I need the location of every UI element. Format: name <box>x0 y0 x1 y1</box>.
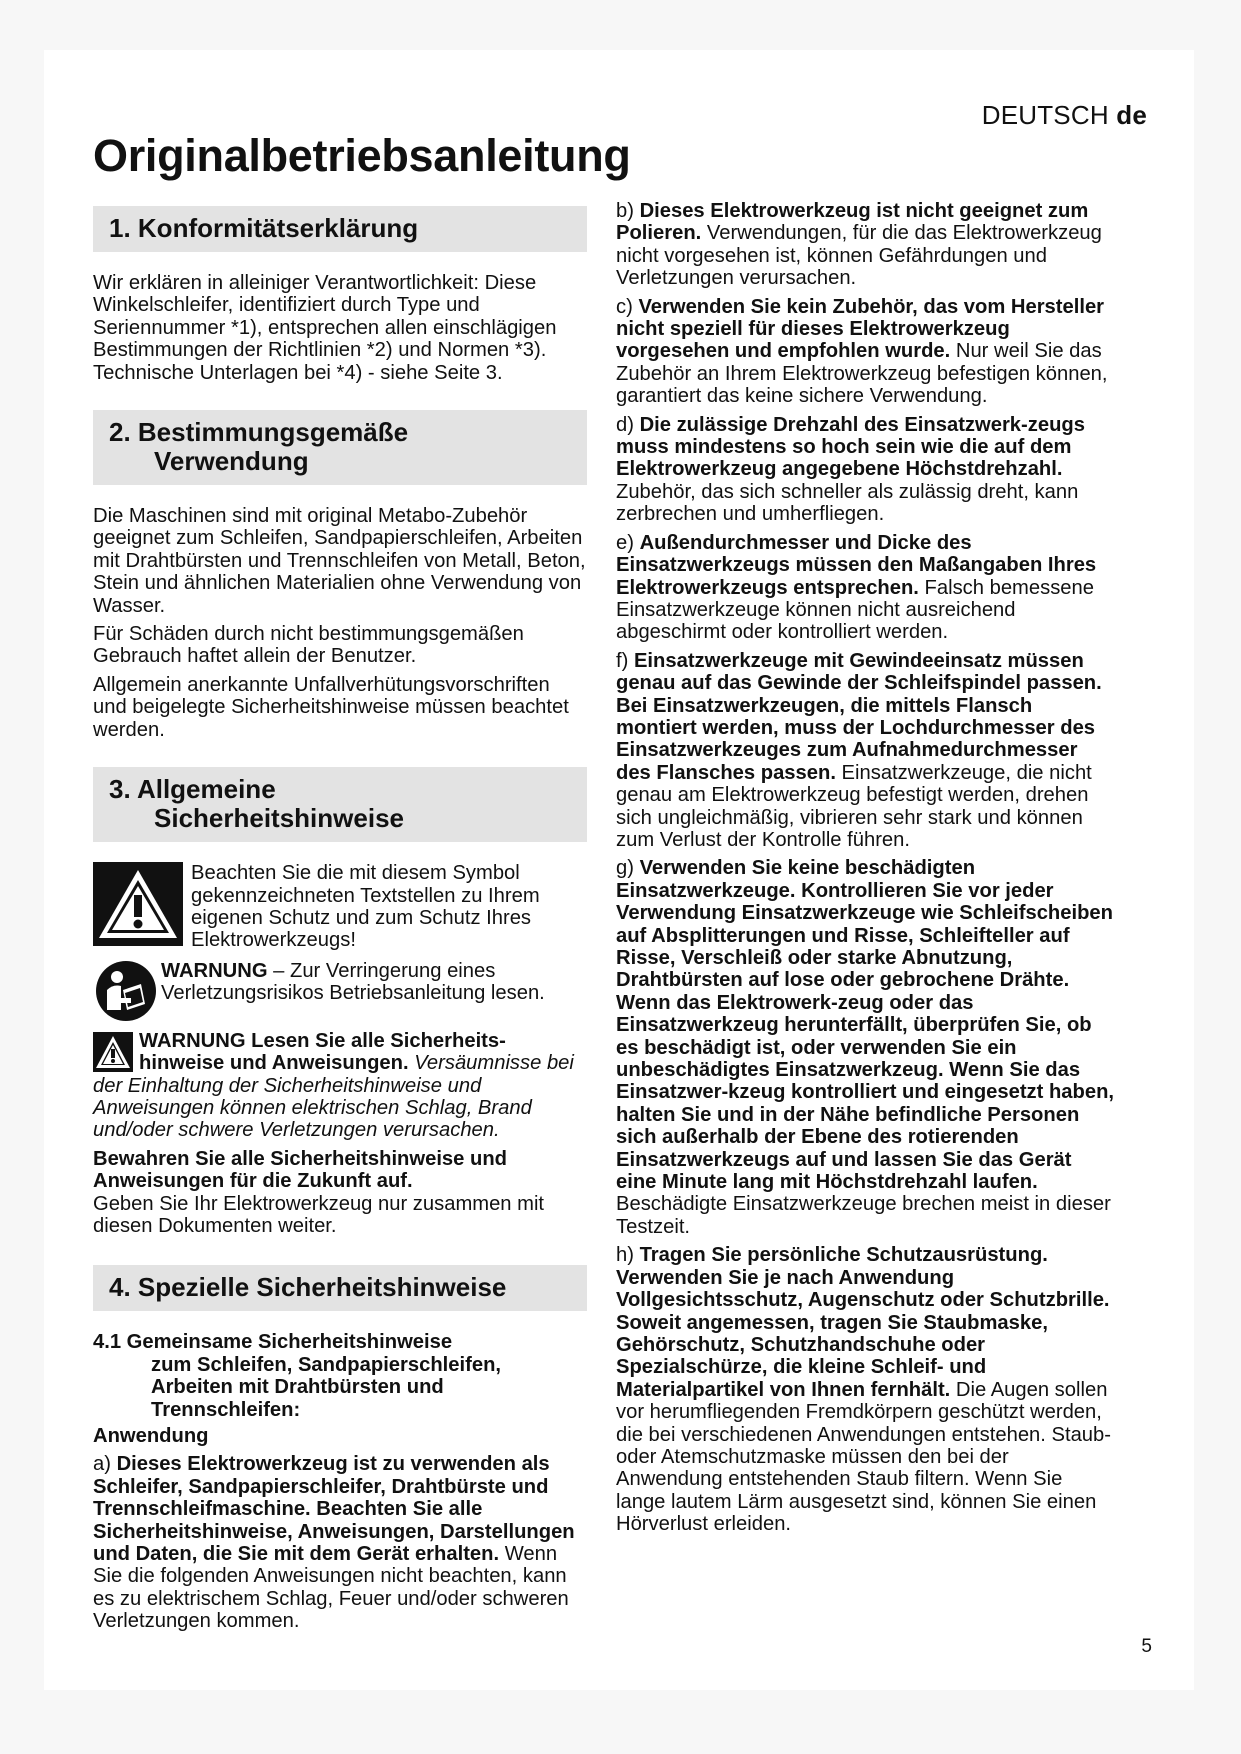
keep-instructions-text: Bewahren Sie alle Sicherheitshinweise und Anweisungen für die Zukunft auf. Geben Sie Ihr Elektrowerkzeug nur zusammen mit diesen Dokumenten weiter. <box>93 1147 545 1237</box>
symbol-explanation: Beachten Sie die mit diesem Symbol gekennzeichneten Textstellen zu Ihrem eigenen Schutz und zum Schutz Ihres Elektrowerkzeugs! <box>191 862 540 952</box>
item-a: a) Dieses Elektrowerkzeug ist zu verwenden als Schleifer, Sandpapierschleifer, Drahtbürste und Trennschleifmaschine. Beachten Sie alle Sicherheitshinweise, Anweisungen, Darstellungen und Daten, die Sie mit dem Gerät erhalten. Wenn Sie die folgenden Anweisungen nicht beachten, kann es zu elektrischem Schlag, Feuer und/oder schweren Verletzungen kommen. <box>93 1453 575 1633</box>
language-label: DEUTSCH de <box>981 100 1147 130</box>
section-heading-verwendung: 2. Bestimmungsgemäße Verwendung <box>93 410 587 485</box>
left-column <box>93 206 587 1639</box>
verwendung-text-2: Für Schäden durch nicht bestimmungsgemäßen Gebrauch haftet allein der Benutzer. <box>93 623 524 668</box>
item-g: g) Verwenden Sie keine beschädigten Einsatzwerkzeuge. Kontrollieren Sie vor jeder Verwendung Einsatzwerkzeuge wie Schleifscheiben auf Absplitterungen und Risse, Schleifteller auf Risse, Verschleiß oder starke Abnutzung, Drahtbürsten auf lose oder gebrochene Drähte. Wenn das Elektrowerk-zeug oder das Einsatzwerkzeug herunterfällt, überprüfen Sie, ob es beschädigt ist, oder verwenden Sie ein unbeschädigtes Einsatzwerkzeug. Wenn Sie das Einsatzwer-kzeug kontrolliert und eingesetzt haben, halten Sie und in der Nähe befindliche Personen sich außerhalb der Ebene des rotierenden Einsatzwerkzeugs auf und lassen Sie das Gerät eine Minute lang mit Höchstdrehzahl laufen. Beschädigte Einsatzwerkzeuge brechen meist in dieser Testzeit. <box>616 857 1115 1238</box>
read-manual-icon <box>93 960 159 1022</box>
warning-read-instructions: WARNUNG Lesen Sie alle Sicherheits-hinweise und Anweisungen. Versäumnisse bei der Einhaltung der Sicherheitshinweise und Anweisungen können elektrischen Schlag, Brand und/oder schwere Verletzungen verursachen. <box>93 1029 574 1142</box>
item-e: e) Außendurchmesser und Dicke des Einsatzwerkzeugs müssen den Maßangaben Ihres Elektrowerkzeugs entsprechen. Falsch bemessene Einsatzwerkzeuge können nicht ausreichend abgeschirmt oder kontrolliert werden. <box>616 531 1097 644</box>
section-heading-konformitaet: 1. Konformitätserklärung <box>93 206 587 252</box>
anwendung-heading: Anwendung <box>93 1425 209 1447</box>
item-d: d) Die zulässige Drehzahl des Einsatzwerk-zeugs muss mindestens so hoch sein wie die auf dem Elektrowerkzeug angegebene Höchstdrehzahl. Zubehör, das sich schneller als zulässig dreht, kann zerbrechen und umherfliegen. <box>616 413 1085 526</box>
warning-triangle-icon <box>93 862 183 946</box>
verwendung-text-3: Allgemein anerkannte Unfallverhütungsvorschriften und beigelegte Sicherheitshinweise müssen beachtet werden. <box>93 673 569 741</box>
konformitaet-text: Wir erklären in alleiniger Verantwortlichkeit: Diese Winkelschleifer, identifiziert durch Type und Seriennummer *1), entsprechen allen einschlägigen Bestimmungen der Richtlinien *2) und Normen *3). Technische Unterlagen bei *4) - siehe Seite 3. <box>93 272 557 384</box>
verwendung-text-1: Die Maschinen sind mit original Metabo-Zubehör geeignet zum Schleifen, Sandpapierschleifen, Arbeiten mit Drahtbürsten und Trennschleifen von Metall, Beton, Stein und ähnlichen Materialien ohne Verwendung von Wasser. <box>93 505 586 617</box>
read-manual-row <box>93 960 587 1022</box>
item-h: h) Tragen Sie persönliche Schutzausrüstung. Verwenden Sie je nach Anwendung Vollgesichtsschutz, Augenschutz oder Schutzbrille. Soweit angemessen, tragen Sie Staubmaske, Gehörschutz, Schutzhandschuhe oder Spezialschürze, die kleine Schleif- und Materialpartikel von Ihnen fernhält. Die Augen sollen vor herumfliegenden Fremdkörpern geschützt werden, die bei verschiedenen Anwendungen entstehen. Staub- oder Atemschutzmaske müssen den bei der Anwendung entstehenden Staub filtern. Wenn Sie lange lautem Lärm ausgesetzt sind, können Sie einen Hörverlust erleiden. <box>616 1244 1111 1536</box>
page-title: Originalbetriebsanleitung <box>93 130 631 181</box>
right-column <box>616 200 1116 1542</box>
item-f: f) Einsatzwerkzeuge mit Gewindeeinsatz müssen genau auf das Gewinde der Schleifspindel passen. Bei Einsatzwerkzeugen, die mittels Flansch montiert werden, muss der Lochdurchmesser des Einsatzwerkzeuges zum Aufnahmedurchmesser des Flansches passen. Einsatzwerkzeuge, die nicht genau am Elektrowerkzeug befestigt werden, drehen sich ungleichmäßig, vibrieren sehr stark und können zum Verlust der Kontrolle führen. <box>616 649 1102 851</box>
item-b: b) Dieses Elektrowerkzeug ist nicht geeignet zum Polieren. Verwendungen, für die das Elektrowerkzeug nicht vorgesehen ist, können Gefährdungen und Verletzungen verursachen. <box>616 200 1102 290</box>
section-heading-sicherheitshinweise: 3. Allgemeine Sicherheitshinweise <box>93 767 587 842</box>
small-warning-icon <box>93 1032 133 1072</box>
warning-read-manual-text: WARNUNG – Zur Verringerung eines Verletzungsrisikos Betriebsanleitung lesen. <box>161 959 545 1005</box>
warning-symbol-row <box>93 862 587 952</box>
item-c: c) Verwenden Sie kein Zubehör, das vom Hersteller nicht speziell für dieses Elektrowerkzeug vorgesehen und empfohlen wurde. Nur weil Sie das Zubehör an Ihrem Elektrowerkzeug befestigen können, garantiert das keine sichere Verwendung. <box>616 295 1108 408</box>
subsection-heading: 4.1 Gemeinsame Sicherheitshinweise zum Schleifen, Sandpapierschleifen, Arbeiten mit Drahtbürsten und Trennschleifen: <box>93 1331 502 1421</box>
section-heading-spezielle: 4. Spezielle Sicherheitshinweise <box>93 1265 587 1311</box>
page-number: 5 <box>1141 1636 1152 1657</box>
